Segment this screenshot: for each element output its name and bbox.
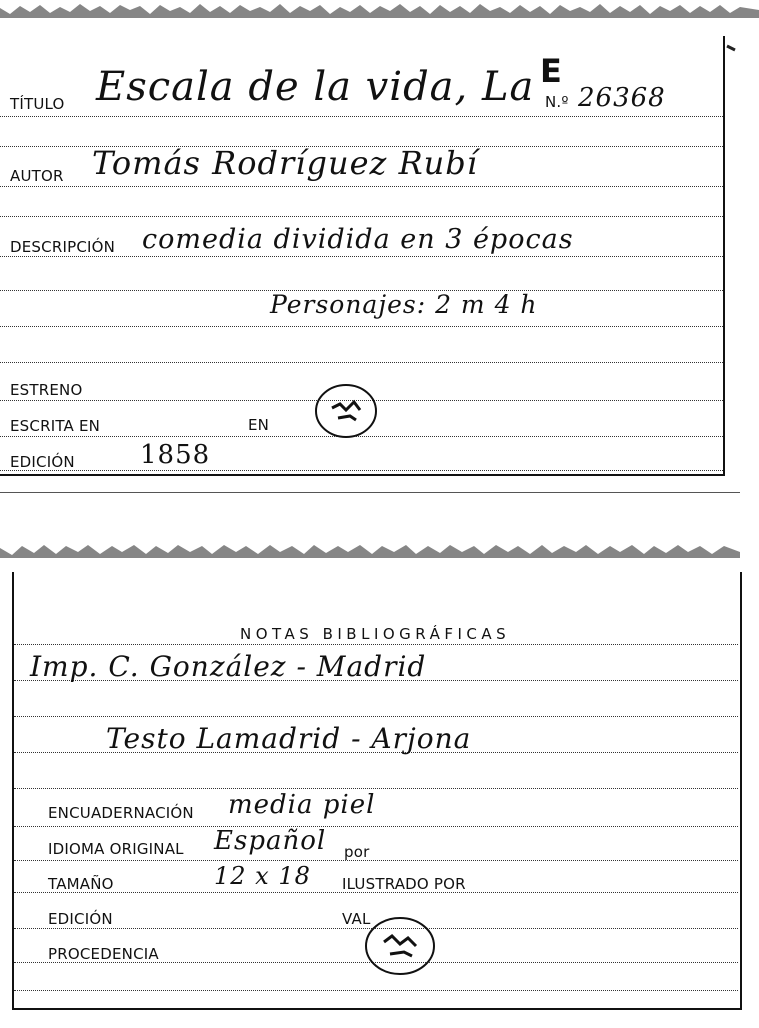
escrita-en-label: ESCRITA EN [10, 417, 101, 435]
card-torn-edge-top [0, 0, 759, 18]
encuadernacion-value: media piel [228, 790, 376, 820]
titulo-value: Escala de la vida, La [96, 64, 535, 110]
autor-value: Tomás Rodríguez Rubí [92, 144, 478, 182]
titulo-label: TÍTULO [10, 95, 65, 113]
library-stamp [312, 380, 382, 440]
classification-letter: E [540, 52, 563, 90]
edicion-value: 1858 [140, 440, 211, 470]
note-line-1: Imp. C. González - Madrid [30, 650, 427, 683]
descripcion-value: comedia dividida en 3 épocas [142, 224, 574, 255]
card-edge-left [0, 572, 16, 590]
idioma-value: Español [214, 826, 327, 856]
note-line-2: Testo Lamadrid - Arjona [106, 722, 472, 755]
descripcion-label: DESCRIPCIÓN [10, 238, 116, 256]
idioma-label: IDIOMA ORIGINAL [48, 840, 184, 858]
estreno-label: ESTRENO [10, 381, 83, 399]
encuadernacion-label: ENCUADERNACIÓN [48, 804, 194, 822]
por-label: por [344, 843, 370, 861]
ilustrado-label: ILUSTRADO POR [342, 875, 466, 893]
procedencia-label: PROCEDENCIA [48, 945, 159, 963]
edicion2-label: EDICIÓN [48, 910, 113, 928]
tamano-value: 12 x 18 [214, 862, 311, 890]
valor-label: VAL [342, 910, 371, 928]
autor-label: AUTOR [10, 167, 64, 185]
numero-label: N.º [545, 93, 569, 111]
notas-heading: NOTAS BIBLIOGRÁFICAS [240, 625, 511, 643]
numero-value: 26368 [578, 83, 666, 113]
card-torn-edge-bottom-card [0, 540, 759, 558]
tamano-label: TAMAÑO [48, 875, 114, 893]
personajes-value: Personajes: 2 m 4 h [270, 290, 538, 319]
en-label: EN [248, 416, 270, 434]
card-edge-right [723, 36, 759, 54]
library-stamp-2 [360, 912, 440, 978]
edicion-label: EDICIÓN [10, 453, 75, 471]
